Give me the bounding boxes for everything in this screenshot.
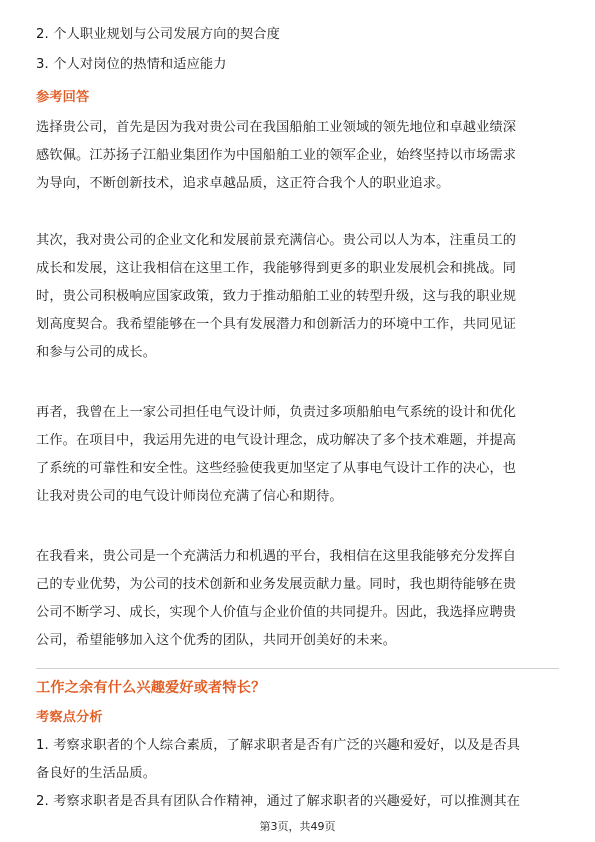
answer-paragraph-1-line: 感钦佩。江苏扬子江船业集团作为中国船舶工业的领军企业，始终坚持以市场需求 — [36, 148, 517, 163]
question-heading: 工作之余有什么兴趣爱好或者特长？ — [36, 680, 266, 696]
reference-answer-heading: 参考回答 — [36, 90, 90, 105]
answer-paragraph-2-line: 时，贵公司积极响应国家政策，致力于推动船舶工业的转型升级，这与我的职业规 — [36, 289, 517, 304]
page-number-footer: 第3页，共49页 — [259, 820, 336, 833]
analysis-heading: 考察点分析 — [36, 710, 103, 725]
answer-paragraph-3-line: 了系统的可靠性和安全性。这些经验使我更加坚定了从事电气设计工作的决心，也 — [36, 461, 517, 476]
answer-paragraph-4-line: 在我看来，贵公司是一个充满活力和机遇的平台，我相信在这里我能够充分发挥自 — [36, 549, 517, 564]
criteria-item-3: 3. 个人对岗位的热情和适应能力 — [36, 57, 227, 72]
answer-paragraph-3-line: 让我对贵公司的电气设计师岗位充满了信心和期待。 — [36, 489, 343, 504]
answer-paragraph-4-line: 公司，希望能够加入这个优秀的团队，共同开创美好的未来。 — [36, 633, 397, 648]
section-divider — [36, 668, 559, 669]
criteria-item-2: 2. 个人职业规划与公司发展方向的契合度 — [36, 27, 280, 42]
answer-paragraph-2-line: 和参与公司的成长。 — [36, 345, 157, 360]
answer-paragraph-3-line: 工作。在项目中，我运用先进的电气设计理念，成功解决了多个技术难题，并提高 — [36, 433, 517, 448]
answer-paragraph-2-line: 其次，我对贵公司的企业文化和发展前景充满信心。贵公司以人为本，注重员工的 — [36, 233, 517, 248]
analysis-item-line: 备良好的生活品质。 — [36, 766, 157, 781]
answer-paragraph-4-line: 公司不断学习、成长，实现个人价值与企业价值的共同提升。因此，我选择应聘贵 — [36, 605, 517, 620]
answer-paragraph-1-line: 为导向，不断创新技术，追求卓越品质，这正符合我个人的职业追求。 — [36, 176, 450, 191]
answer-paragraph-1-line: 选择贵公司，首先是因为我对贵公司在我国船舶工业领域的领先地位和卓越业绩深 — [36, 120, 517, 135]
answer-paragraph-3-line: 再者，我曾在上一家公司担任电气设计师，负责过多项船舶电气系统的设计和优化 — [36, 405, 517, 420]
answer-paragraph-4-line: 己的专业优势，为公司的技术创新和业务发展贡献力量。同时，我也期待能够在贵 — [36, 577, 517, 592]
analysis-item-line: 2. 考察求职者是否具有团队合作精神，通过了解求职者的兴趣爱好，可以推测其在 — [36, 794, 521, 809]
analysis-item-line: 1. 考察求职者的个人综合素质，了解求职者是否有广泛的兴趣和爱好，以及是否具 — [36, 738, 521, 753]
answer-paragraph-2-line: 划高度契合。我希望能够在一个具有发展潜力和创新活力的环境中工作，共同见证 — [36, 317, 517, 332]
answer-paragraph-2-line: 成长和发展，这让我相信在这里工作，我能够得到更多的职业发展机会和挑战。同 — [36, 261, 517, 276]
